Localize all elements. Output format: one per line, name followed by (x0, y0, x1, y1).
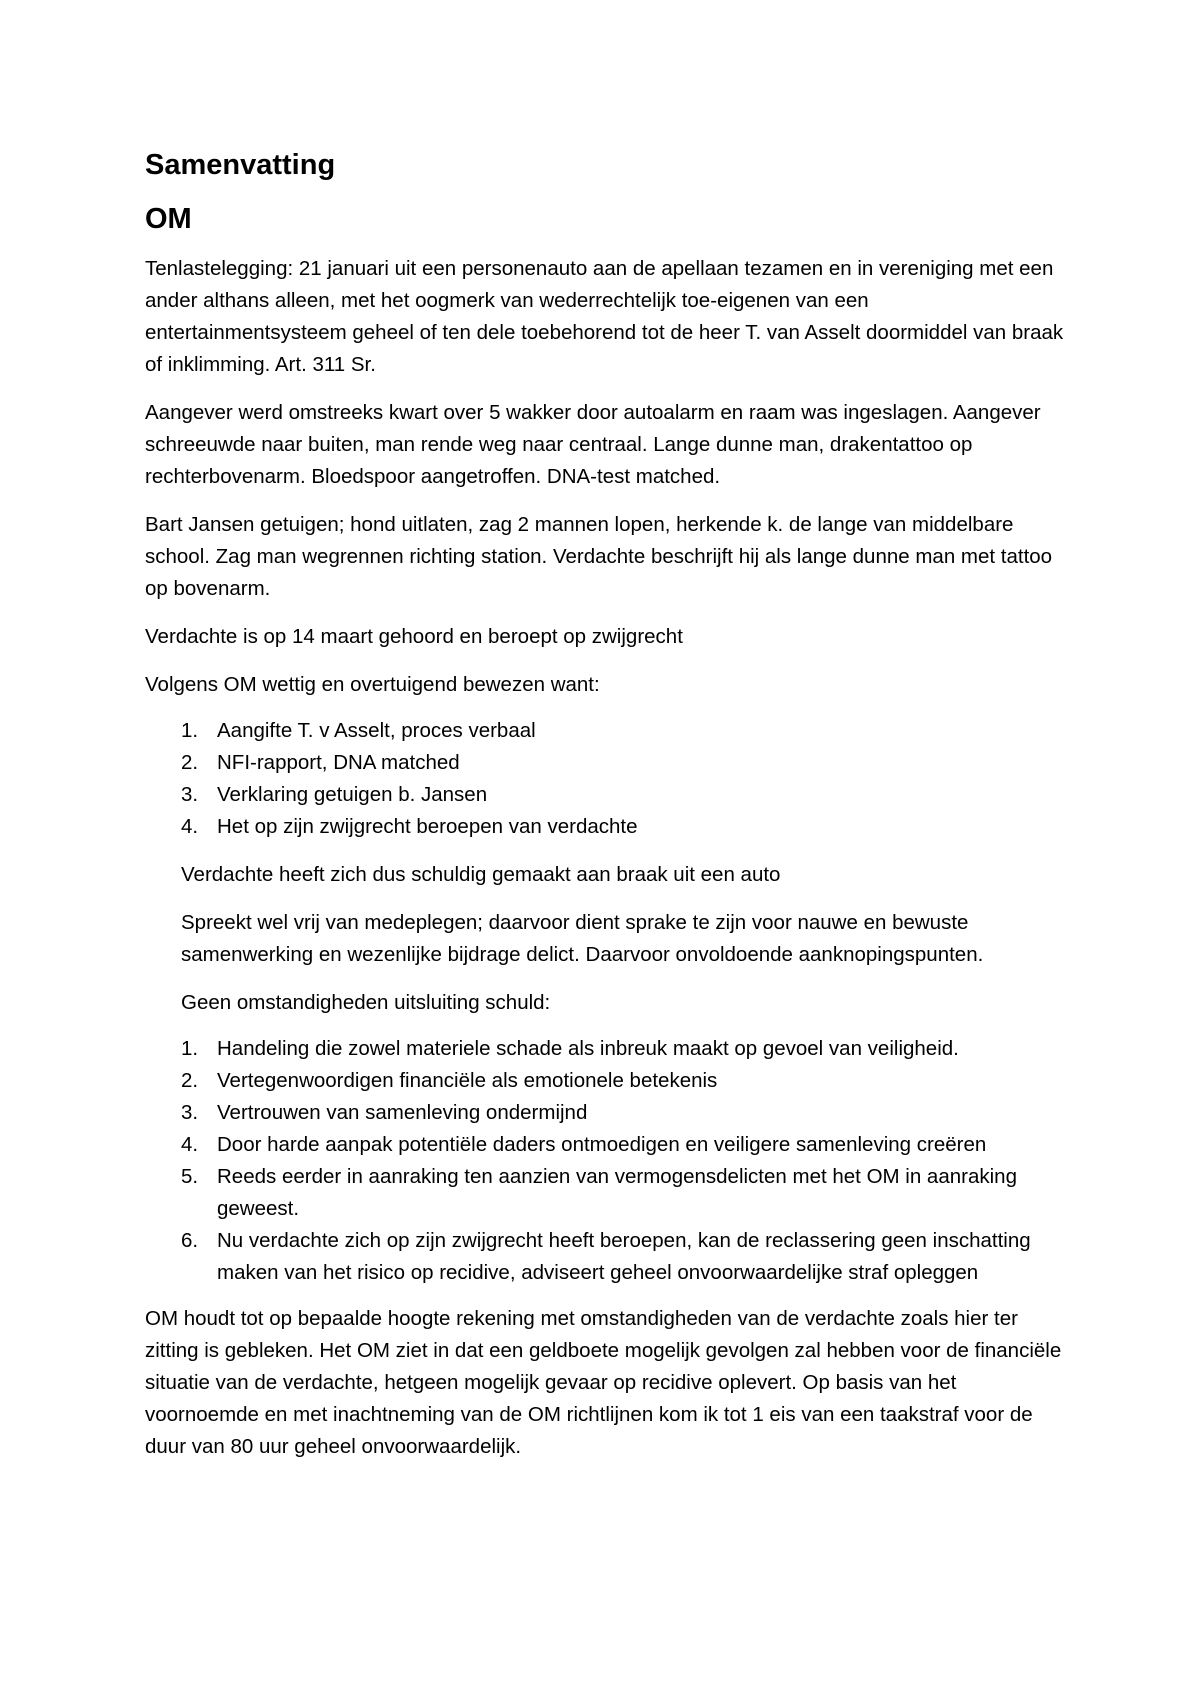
paragraph-schuldig: Verdachte heeft zich dus schuldig gemaakt aan braak uit een auto (181, 863, 781, 886)
paragraph-tenlastelegging: Tenlastelegging: 21 januari uit een personenauto aan de apellaan tezamen en in vereniging met een ander althans alleen, met het oogmerk van wederrechtelijk toe-eigenen van een entertainmentsysteem geheel of ten dele toebehorend tot de heer T. van Asselt doormiddel van braak of inklimming. Art. 311 Sr. (145, 257, 1064, 376)
list-number: 3. (181, 1101, 199, 1124)
list-number: 6. (181, 1229, 199, 1252)
document-title: Samenvatting (145, 149, 336, 181)
list-item (145, 1225, 1075, 1289)
list-item-text: Nu verdachte zich op zijn zwijgrecht heeft beroepen, kan de reclassering geen inschatting maken van het risico op recidive, adviseert geheel onvoorwaardelijke straf opleggen (217, 1229, 1031, 1284)
list-item (145, 1161, 1075, 1225)
list-item-text: Vertrouwen van samenleving ondermijnd (217, 1101, 588, 1124)
paragraph-aangever: Aangever werd omstreeks kwart over 5 wakker door autoalarm en raam was ingeslagen. Aangever schreeuwde naar buiten, man rende weg naar centraal. Lange dunne man, drakentattoo op rechterbovenarm. Bloedspoor aangetroffen. DNA-test matched. (145, 401, 1041, 488)
list-item-text: Verklaring getuigen b. Jansen (217, 783, 488, 806)
list-item (145, 1097, 1075, 1129)
paragraph-bewezen: Volgens OM wettig en overtuigend bewezen want: (145, 673, 600, 696)
list-item-text: Vertegenwoordigen financiële als emotionele betekenis (217, 1069, 718, 1092)
list-item (145, 1129, 1075, 1161)
paragraph-zwijgrecht: Verdachte is op 14 maart gehoord en beroept op zwijgrecht (145, 625, 683, 648)
paragraph-uitsluiting: Geen omstandigheden uitsluiting schuld: (181, 991, 551, 1014)
list-number: 1. (181, 1037, 199, 1060)
list-item (145, 1065, 1075, 1097)
list-item (145, 747, 1075, 779)
list-item-text: NFI-rapport, DNA matched (217, 751, 460, 774)
evidence-list (145, 715, 1075, 843)
document-body (145, 145, 1075, 1463)
section-heading-om: OM (145, 203, 192, 235)
list-number: 4. (181, 1133, 199, 1156)
list-item (145, 1033, 1075, 1065)
list-item-text: Aangifte T. v Asselt, proces verbaal (217, 719, 536, 742)
circumstances-list (145, 1033, 1075, 1289)
paragraph-medeplegen: Spreekt wel vrij van medeplegen; daarvoor dient sprake te zijn voor nauwe en bewuste samenwerking en wezenlijke bijdrage delict. Daarvoor onvoldoende aanknopingspunten. (181, 911, 984, 966)
list-item-text: Door harde aanpak potentiële daders ontmoedigen en veiligere samenleving creëren (217, 1133, 987, 1156)
paragraph-getuige: Bart Jansen getuigen; hond uitlaten, zag 2 mannen lopen, herkende k. de lange van middelbare school. Zag man wegrennen richting station. Verdachte beschrijft hij als lange dunne man met tattoo op bovenarm. (145, 513, 1053, 600)
list-number: 2. (181, 751, 199, 774)
list-item (145, 715, 1075, 747)
list-item-text: Het op zijn zwijgrecht beroepen van verdachte (217, 815, 638, 838)
list-number: 2. (181, 1069, 199, 1092)
list-number: 3. (181, 783, 199, 806)
list-item (145, 779, 1075, 811)
list-item-text: Reeds eerder in aanraking ten aanzien van vermogensdelicten met het OM in aanraking geweest. (217, 1165, 1017, 1220)
list-item (145, 811, 1075, 843)
list-item-text: Handeling die zowel materiele schade als inbreuk maakt op gevoel van veiligheid. (217, 1037, 959, 1060)
list-number: 4. (181, 815, 199, 838)
paragraph-eis: OM houdt tot op bepaalde hoogte rekening met omstandigheden van de verdachte zoals hier ter zitting is gebleken. Het OM ziet in dat een geldboete mogelijk gevolgen zal hebben voor de financiële situatie van de verdachte, hetgeen mogelijk gevaar op recidive oplevert. Op basis van het voornoemde en met inachtneming van de OM richtlijnen kom ik tot 1 eis van een taakstraf voor de duur van 80 uur geheel onvoorwaardelijk. (145, 1307, 1062, 1458)
list-number: 5. (181, 1165, 199, 1188)
list-number: 1. (181, 719, 199, 742)
